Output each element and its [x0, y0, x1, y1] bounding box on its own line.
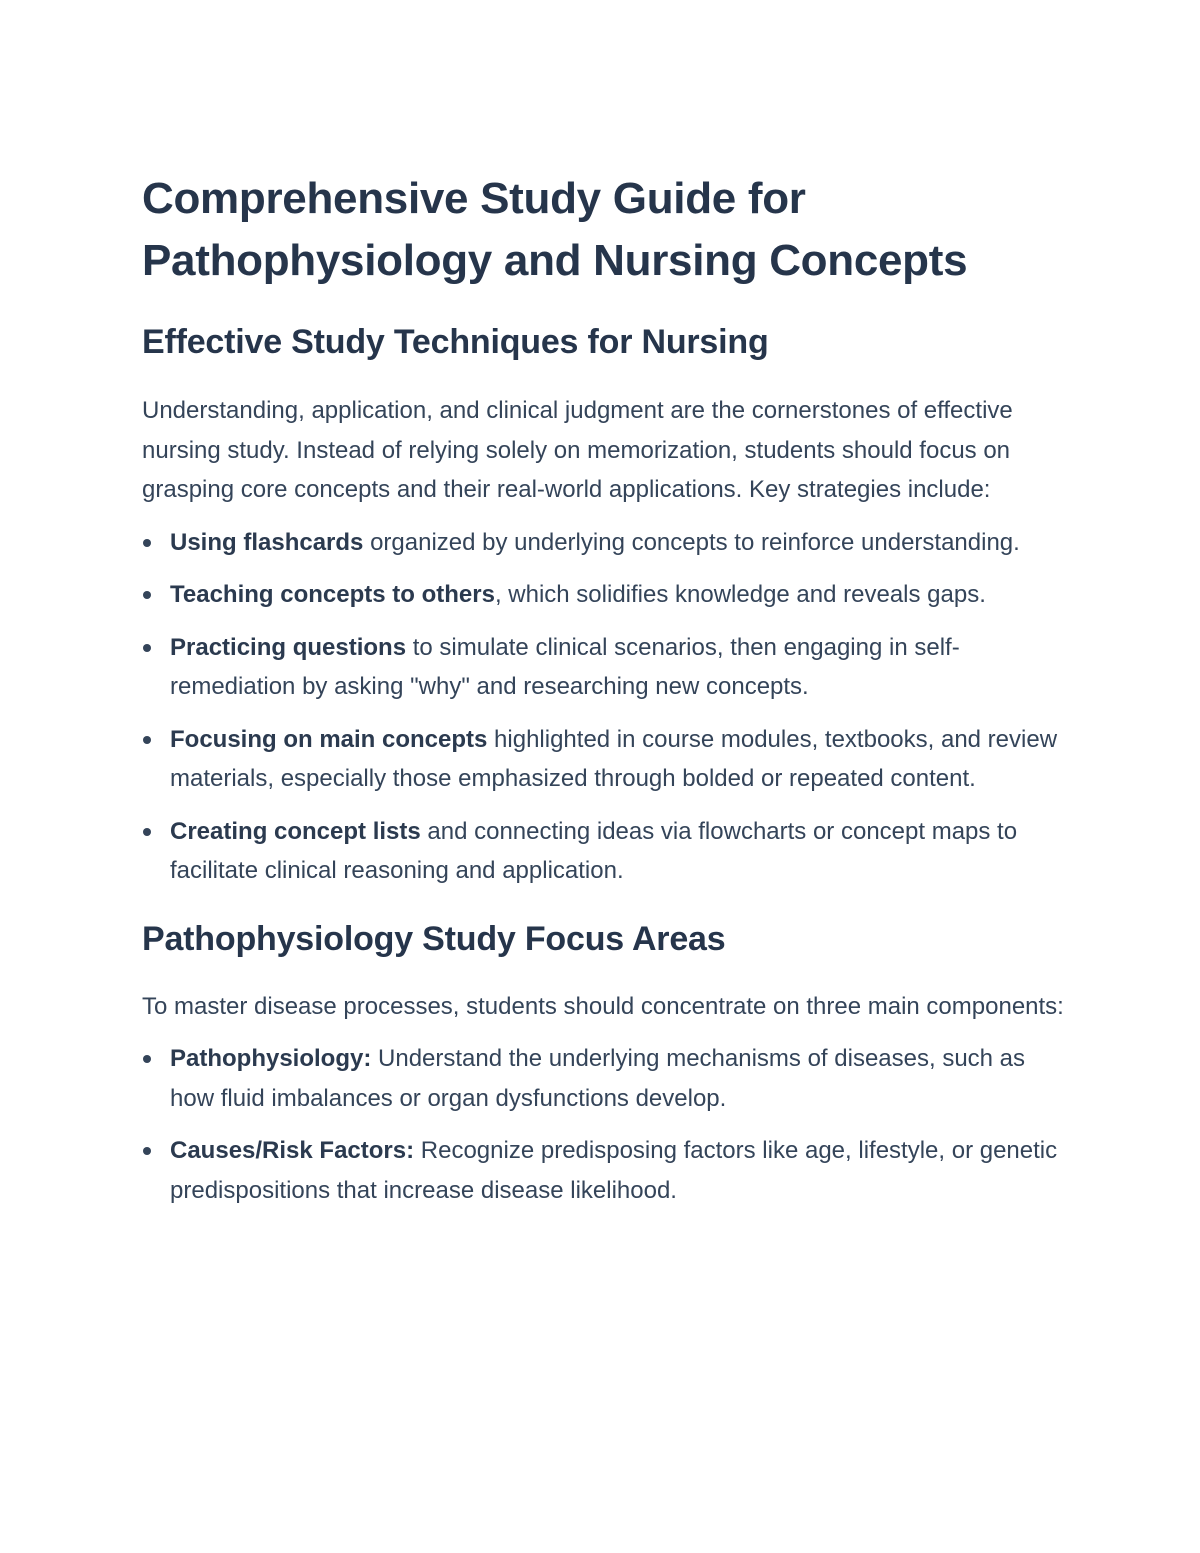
bullet-icon	[143, 1055, 151, 1063]
section-intro-study-techniques: Understanding, application, and clinical judgment are the cornerstones of effective nursing study. Instead of relying solely on memorization, students should focus on grasping core concepts and their real-world applications. Key strategies include:	[142, 397, 1013, 503]
list-item-text: , which solidifies knowledge and reveals gaps.	[494, 581, 986, 608]
bullet-icon	[143, 644, 151, 652]
document-title: Comprehensive Study Guide for Pathophysiology and Nursing Concepts	[142, 174, 968, 285]
list-item-text: highlighted in course modules, textbooks, and review materials, especially those emphasized through bolded or repeated content.	[170, 725, 1058, 792]
list-item	[142, 1131, 1067, 1210]
document-page	[142, 168, 1067, 1223]
study-techniques-list	[142, 523, 1067, 891]
list-item-bold: Teaching concepts to others	[170, 581, 495, 608]
list-item	[142, 628, 1067, 707]
bullet-icon	[143, 539, 151, 547]
list-item-bold: Creating concept lists	[170, 817, 421, 845]
list-item-text: to simulate clinical scenarios, then engaging in self-remediation by asking "why" and researching new concepts.	[170, 633, 960, 700]
list-item-bold: Pathophysiology:	[170, 1045, 372, 1072]
list-item	[142, 1039, 1067, 1118]
list-item-text: organized by underlying concepts to reinforce understanding.	[363, 528, 1020, 556]
list-item	[142, 720, 1067, 799]
list-item	[142, 812, 1067, 891]
list-item	[142, 523, 1067, 563]
list-item-bold: Causes/Risk Factors:	[170, 1137, 415, 1164]
list-item-bold: Practicing questions	[170, 633, 407, 661]
bullet-icon	[143, 828, 151, 836]
section-heading-pathophysiology-focus: Pathophysiology Study Focus Areas	[142, 919, 726, 958]
list-item-text: Recognize predisposing factors like age, lifestyle, or genetic predispositions that increase disease likelihood.	[170, 1137, 1058, 1204]
pathophysiology-focus-list	[142, 1039, 1067, 1210]
list-item	[142, 575, 1067, 615]
bullet-icon	[143, 1147, 151, 1155]
bullet-icon	[143, 591, 151, 599]
list-item-bold: Focusing on main concepts	[170, 725, 488, 753]
section-intro-pathophysiology-focus: To master disease processes, students should concentrate on three main components:	[142, 992, 1064, 1020]
section-heading-study-techniques: Effective Study Techniques for Nursing	[142, 323, 769, 361]
list-item-bold: Using flashcards	[170, 528, 364, 556]
bullet-icon	[143, 736, 151, 744]
list-item-text: Understand the underlying mechanisms of diseases, such as how fluid imbalances or organ dysfunctions develop.	[170, 1045, 1026, 1112]
list-item-text: and connecting ideas via flowcharts or concept maps to facilitate clinical reasoning and application.	[170, 817, 1018, 884]
